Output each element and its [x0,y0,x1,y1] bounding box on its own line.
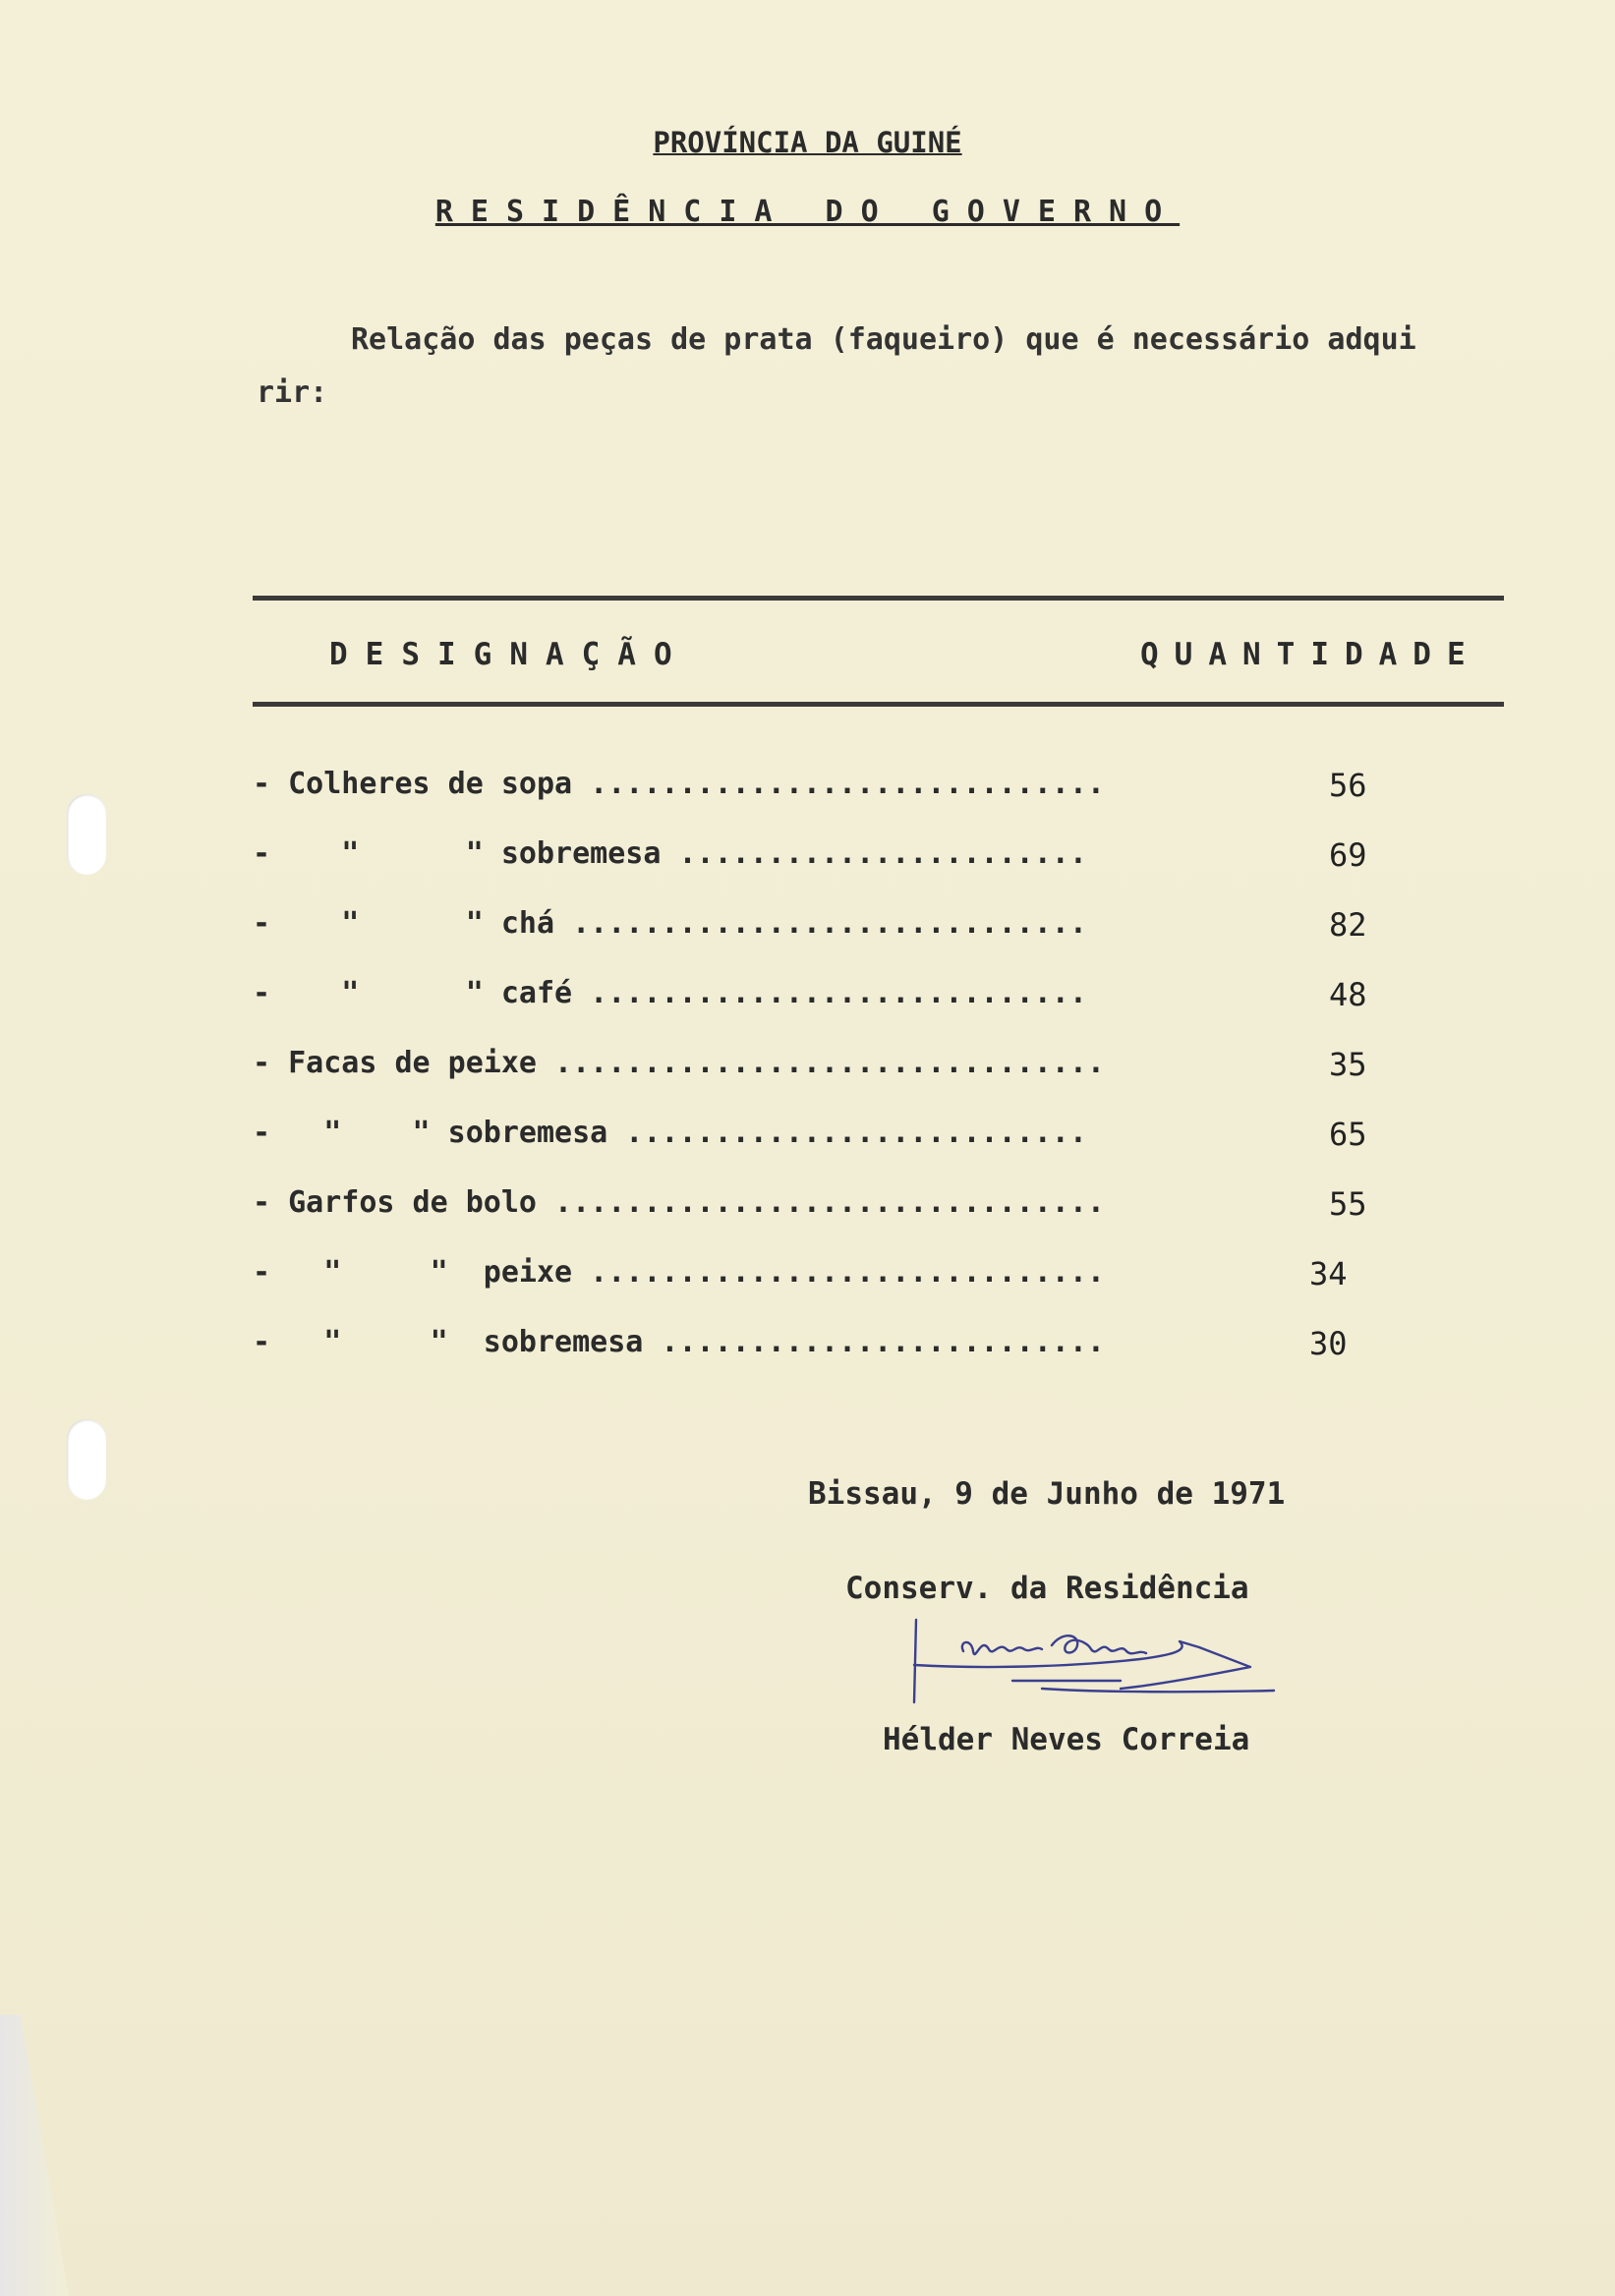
header-province: PROVÍNCIA DA GUINÉ [653,126,962,159]
handwritten-signature [904,1612,1298,1720]
list-item-qty: 35 [1329,1046,1367,1083]
punch-hole-top [67,794,106,875]
list-item-label: - Garfos de bolo ............................... [253,1185,1105,1220]
intro-line-1: Relação das peças de prata (faqueiro) que é necessário adqui [351,322,1416,357]
list-item-label: - Colheres de sopa ............................. [253,767,1105,801]
list-item-qty: 56 [1329,767,1367,804]
table-header-rule [253,702,1504,707]
table-top-rule [253,596,1504,601]
signatory-role: Conserv. da Residência [845,1571,1249,1606]
header-residence: RESIDÊNCIA DO GOVERNO [434,195,1181,229]
list-item-qty: 65 [1329,1116,1367,1153]
list-item-qty: 55 [1329,1185,1367,1223]
torn-corner [0,2015,69,2296]
list-item-qty: 34 [1309,1255,1348,1292]
list-item-label: - " " sobremesa .......................... [253,1116,1087,1150]
intro-line-2: rir: [257,375,328,410]
punch-hole-bottom [67,1419,106,1500]
list-item-label: - " " sobremesa ......................... [253,1325,1105,1359]
list-item-qty: 82 [1329,906,1367,944]
list-item-qty: 69 [1329,836,1367,874]
list-item-qty: 48 [1329,976,1367,1013]
place-date: Bissau, 9 de Junho de 1971 [808,1476,1286,1512]
list-item-label: - Facas de peixe ............................... [253,1046,1105,1080]
column-header-designacao: DESIGNAÇÃO [329,637,690,672]
list-item-label: - " " peixe ............................. [253,1255,1105,1290]
signatory-name: Hélder Neves Correia [883,1722,1250,1757]
list-item-label: - " " sobremesa ....................... [253,836,1087,871]
column-header-quantidade: QUANTIDADE [1140,637,1481,672]
list-item-label: - " " café ............................ [253,976,1087,1010]
list-item-qty: 30 [1309,1325,1348,1362]
list-item-label: - " " chá ............................. [253,906,1087,941]
